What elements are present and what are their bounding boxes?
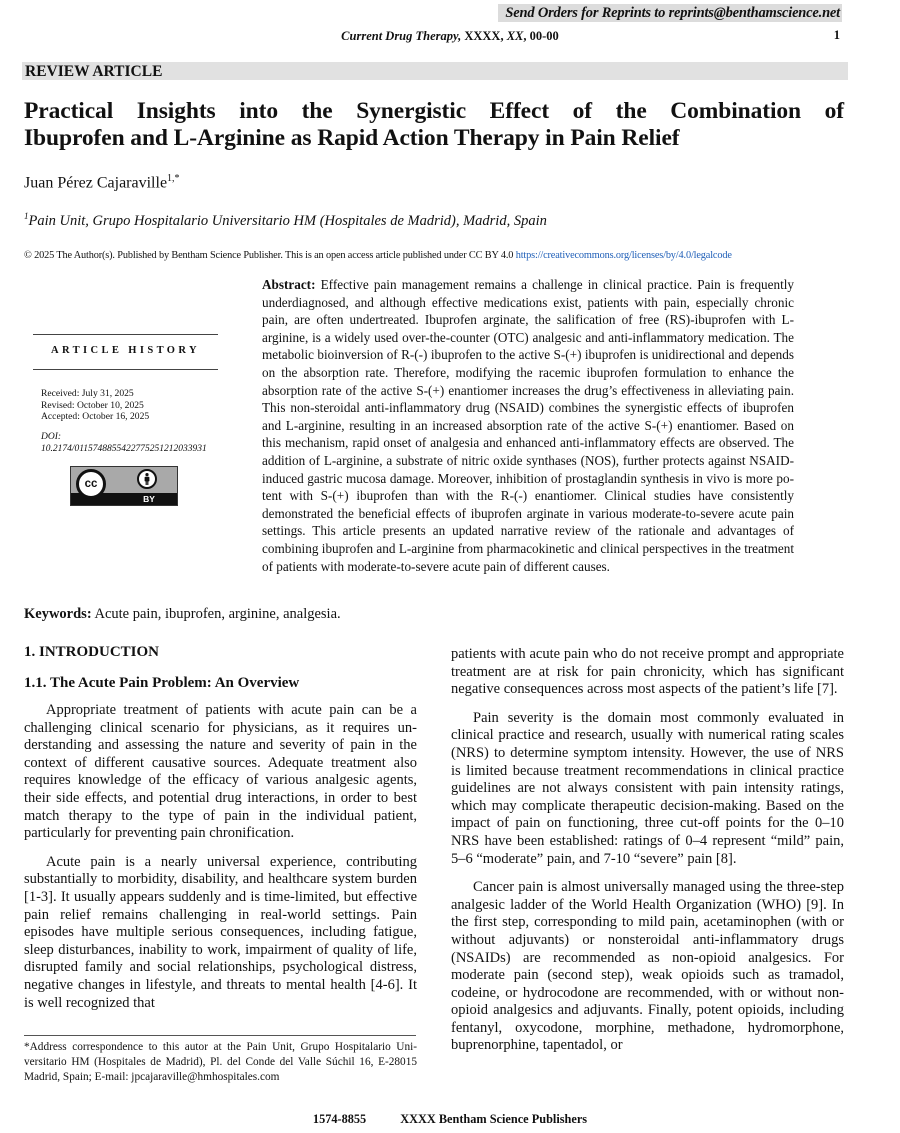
affiliation-text: Pain Unit, Grupo Hospitalario Universitario HM (Hospitales de Madrid), Madrid, Spain [28,212,547,229]
journal-volume: XX [506,29,524,43]
cc-by-license-badge[interactable] [70,466,178,506]
abstract [262,276,794,575]
affiliation [24,211,547,230]
journal-pages: 00-00 [529,29,559,43]
right-column [451,646,844,1055]
revised-date: Revised: October 10, 2025 [41,399,144,411]
paragraph: Appropriate treatment of patients with acute pain can be a challenging clinical scenario for physicians, as it requires understanding and assessing the nature and severity of pain in the context of different causative sources. Adequate treatment also requires knowledge of the efficacy of various analgesic agents, their side effects, and potential drug interactions, in order to best match therapy to the type of pain in the individual patient, particularly for preventing pain chronification. [24,702,417,842]
doi-label: DOI: [41,432,62,442]
issn: 1574-8855 [312,1112,367,1126]
reprint-notice: Send Orders for Reprints to reprints@benthamscience.net [498,4,842,22]
page-number: 1 [833,28,840,42]
section-heading: 1. INTRODUCTION [24,644,160,660]
by-label: BY [143,494,155,504]
correspondence-footnote: *Address correspondence to this autor at the Pain Unit, Grupo Hospitalario Universitario HM (Hospitales de Madrid), Pl. del Conde del Valle Súchil 16, E-28015 Madrid, Spain; E-mail: jpcajaraville@hmhospitales.com [24,1041,417,1083]
paragraph: Pain severity is the domain most commonly evaluated in clinical practice and research, usually with numerical rating scales (NRS) to determine symptom intensity. However, the use of NRS is limited because treatment recommendations in clinical practice guidelines are not always consistent with pain intensity ratings, which may complicate therapeutic decision-making. Based on the impact of pain on functioning, three cut-off points for the 0–10 NRS have been established: ratings of 0–4 represent “mild” pain, 5–6 “moderate” pain, and 7-10 “severe” pain [8]. [451,709,844,867]
author [24,173,180,192]
keywords-text: Acute pain, ibuprofen, arginine, analgesia. [94,606,341,622]
author-name: Juan Pérez Cajaraville [24,174,168,192]
page-footer [0,1112,900,1127]
title-line-1: Practical Insights into the Synergistic Effect of the Combination of [24,98,844,124]
title-line-2: Ibuprofen and L-Arginine as Rapid Action Therapy in Pain Relief [24,125,680,151]
journal-citation: Current Drug Therapy, XXXX, XX, 00-00 [341,29,559,43]
keywords [24,606,341,623]
paragraph: Acute pain is a nearly universal experience, contributing substantially to morbidity, disability, and healthcare system burden [1-3]. It usually appears suddenly and is time-limited, but effective pain relief remains challenging in real-world settings. Pain episodes have multiple serious consequences, including fatigue, sleep disturbances, inability to work, impairment of quality of life, disrupted family and social relationships, psychological distress, negative changes in lifestyle, and threats to mental health [4-6]. It is well recognized that [24,853,417,1011]
license-statement [24,250,732,261]
license-text: © 2025 The Author(s). Published by Bentham Science Publisher. This is an open access article published under CC BY 4.0 [24,250,514,261]
author-affiliation-marker: 1,* [167,173,180,184]
paragraph: patients with acute pain who do not receive prompt and appropriate treatment are at risk for pain chronicity, which has significant negative consequences across most aspects of the patient’s life [7]. [451,646,844,698]
article-type-label: REVIEW ARTICLE [22,62,848,80]
history-dates [41,388,149,423]
subsection-heading: 1.1. The Acute Pain Problem: An Overview [24,675,300,691]
doi [41,432,207,455]
paragraph: Cancer pain is almost universally managed using the three-step analgesic ladder of the World Health Organization (WHO) [9]. In the first step, corresponding to mild pain, acetaminophen (with or without adjuvants) or nonsteroidal anti-inflammatory drugs (NSAIDs) are recommended as non-opioid analgesics. For moderate pain (second step), weak opioids such as tramadol, codeine, or hydrocodone are recommended, with or without non-opioid analgesics and adjuvants. Finally, potent opioids, including fentanyl, oxycodone, morphine, methadone, hydromorphone, buprenorphine, tapentadol, or [451,879,844,1054]
cc-icon: cc [76,469,106,499]
accepted-date: Accepted: October 16, 2025 [41,411,150,422]
doi-value[interactable]: 10.2174/0115748855422775251212033931 [41,443,207,454]
license-link[interactable]: https://creativecommons.org/licenses/by/4.0/legalcode [515,250,732,261]
journal-name: Current Drug Therapy [341,29,459,43]
left-column [24,702,417,1012]
publisher: XXXX Bentham Science Publishers [400,1112,588,1126]
affiliation-marker: 1 [24,211,29,221]
abstract-label: Abstract: [262,277,316,292]
received-date: Received: July 31, 2025 [41,388,134,399]
article-history-heading: ARTICLE HISTORY [51,345,200,356]
history-top-rule [33,334,218,335]
keywords-label: Keywords: [24,606,92,622]
person-icon [137,469,157,489]
history-bottom-rule [33,369,218,370]
journal-year: XXXX [464,29,501,43]
abstract-text: Effective pain management remains a challenge in clinical practice. Pain is frequently underdiagnosed, and although effective medications exist, patients with pain, especially chronic pain, are often undertreated. Ibuprofen arginate, the salification of free (RS)-ibuprofen with L-arginine, is a widely used over-the-counter (OTC) analgesic and anti-inflammatory medication. The metabolic bioinversion of R-(-) ibuprofen to the active S-(+) ibuprofen is unidirectional and depends on the absorption rate. Therefore, modifying the racemic ibuprofen formulation to enhance the absorption rate of the active S-(+) enantiomer increases the drug’s effectiveness in alleviating pain. This non-steroidal anti-inflammatory drug (NSAID) combines the synergistic effects of ibuprofen and L-arginine, resulting in an increased absorption rate of the active S-(+) enantiomer. Based on this mechanism, rapid onset of analgesia and enhanced anti-inflammatory effects are observed. The addition of L-arginine, a substrate of nitric oxide synthases (NOS), further protects against NSAID-induced gastric mucosa damage. Moreover, inhibition of prostaglandin synthesis in vivo is more potent with S-(+) ibuprofen than with the R-(-) enantiomer. Clinical studies have consistently demonstrated the beneficial effects of ibuprofen arginate in various moderate-to-severe acute pain settings. This article presents an updated narrative review of the rationale and advantages of combining ibuprofen and L-arginine from pharmacokinetic and clinical perspectives in the treatment of patients with moderate-to-severe acute pain of different causes. [262,277,795,574]
article-title [24,98,844,152]
footnote-rule [24,1035,416,1036]
